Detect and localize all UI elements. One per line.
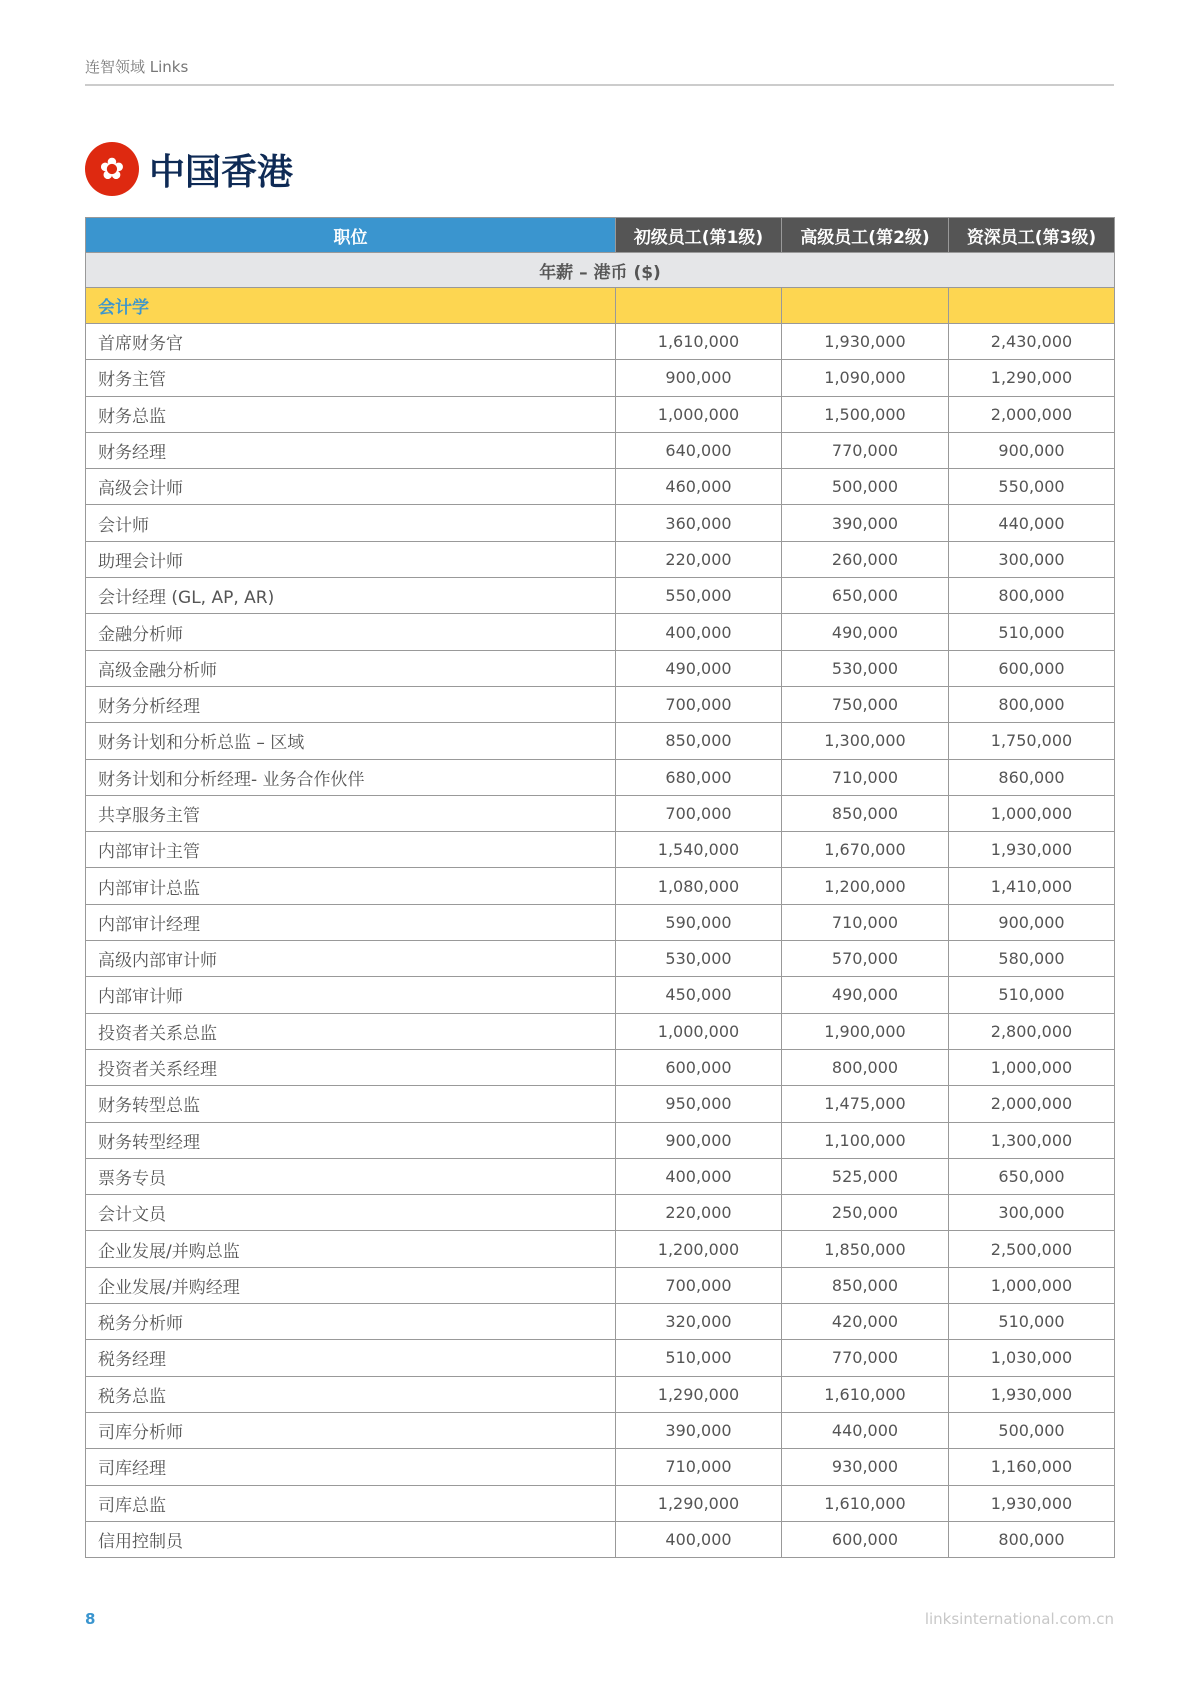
salary-level-3: 1,930,000 <box>949 1485 1115 1521</box>
salary-level-2: 1,610,000 <box>782 1376 949 1412</box>
salary-level-2: 850,000 <box>782 1267 949 1303</box>
salary-level-2: 440,000 <box>782 1412 949 1448</box>
salary-level-1: 590,000 <box>616 904 782 940</box>
table-row <box>86 541 1115 577</box>
salary-level-3: 550,000 <box>949 469 1115 505</box>
salary-level-1: 850,000 <box>616 723 782 759</box>
salary-level-1: 700,000 <box>616 795 782 831</box>
salary-level-1: 950,000 <box>616 1086 782 1122</box>
salary-level-1: 510,000 <box>616 1340 782 1376</box>
salary-level-3: 800,000 <box>949 578 1115 614</box>
position-name: 司库分析师 <box>86 1412 616 1448</box>
position-name: 会计经理 (GL, AP, AR) <box>86 578 616 614</box>
position-name: 税务经理 <box>86 1340 616 1376</box>
salary-level-2: 1,900,000 <box>782 1013 949 1049</box>
table-row <box>86 650 1115 686</box>
salary-level-2: 420,000 <box>782 1304 949 1340</box>
salary-level-1: 1,290,000 <box>616 1485 782 1521</box>
salary-level-3: 300,000 <box>949 1195 1115 1231</box>
salary-level-2: 600,000 <box>782 1521 949 1557</box>
section-title <box>85 142 293 196</box>
salary-level-3: 1,300,000 <box>949 1122 1115 1158</box>
salary-level-1: 400,000 <box>616 1521 782 1557</box>
position-name: 财务计划和分析经理- 业务合作伙伴 <box>86 759 616 795</box>
page-title: 中国香港 <box>149 151 294 193</box>
table-row <box>86 977 1115 1013</box>
salary-level-2: 570,000 <box>782 941 949 977</box>
salary-unit-subheader: 年薪 – 港币 ($) <box>86 253 1115 288</box>
salary-level-2: 1,500,000 <box>782 396 949 432</box>
position-name: 财务分析经理 <box>86 686 616 722</box>
salary-level-1: 680,000 <box>616 759 782 795</box>
position-name: 高级金融分析师 <box>86 650 616 686</box>
salary-level-1: 710,000 <box>616 1449 782 1485</box>
position-name: 会计师 <box>86 505 616 541</box>
running-header: 连智领域 Links <box>85 58 189 76</box>
table-row <box>86 396 1115 432</box>
position-name: 司库总监 <box>86 1485 616 1521</box>
table-row <box>86 1304 1115 1340</box>
column-header-level-1: 初级员工(第1级) <box>616 218 782 253</box>
table-row <box>86 1086 1115 1122</box>
salary-level-1: 640,000 <box>616 432 782 468</box>
salary-level-3: 2,430,000 <box>949 324 1115 360</box>
salary-level-1: 600,000 <box>616 1049 782 1085</box>
salary-level-3: 510,000 <box>949 977 1115 1013</box>
salary-level-3: 900,000 <box>949 904 1115 940</box>
salary-level-1: 1,000,000 <box>616 396 782 432</box>
category-cell <box>782 288 949 324</box>
position-name: 高级会计师 <box>86 469 616 505</box>
salary-level-2: 650,000 <box>782 578 949 614</box>
salary-level-1: 700,000 <box>616 686 782 722</box>
table-row <box>86 469 1115 505</box>
salary-level-1: 360,000 <box>616 505 782 541</box>
table-row <box>86 578 1115 614</box>
salary-level-3: 510,000 <box>949 1304 1115 1340</box>
header-divider <box>85 84 1114 86</box>
salary-level-3: 1,030,000 <box>949 1340 1115 1376</box>
salary-level-1: 320,000 <box>616 1304 782 1340</box>
position-name: 财务转型总监 <box>86 1086 616 1122</box>
position-name: 司库经理 <box>86 1449 616 1485</box>
table-row <box>86 904 1115 940</box>
salary-level-2: 490,000 <box>782 977 949 1013</box>
table-row <box>86 1122 1115 1158</box>
salary-level-2: 800,000 <box>782 1049 949 1085</box>
category-cell <box>949 288 1115 324</box>
salary-level-2: 710,000 <box>782 904 949 940</box>
salary-level-2: 530,000 <box>782 650 949 686</box>
salary-level-3: 1,290,000 <box>949 360 1115 396</box>
salary-level-2: 850,000 <box>782 795 949 831</box>
salary-level-3: 510,000 <box>949 614 1115 650</box>
salary-level-2: 500,000 <box>782 469 949 505</box>
position-name: 内部审计主管 <box>86 832 616 868</box>
salary-level-3: 800,000 <box>949 1521 1115 1557</box>
hong-kong-flag-icon: ✿ <box>85 142 139 196</box>
salary-level-1: 550,000 <box>616 578 782 614</box>
position-name: 投资者关系经理 <box>86 1049 616 1085</box>
table-row <box>86 1013 1115 1049</box>
column-header-position: 职位 <box>86 218 616 253</box>
table-row <box>86 795 1115 831</box>
salary-level-2: 390,000 <box>782 505 949 541</box>
column-header-level-3: 资深员工(第3级) <box>949 218 1115 253</box>
salary-level-1: 400,000 <box>616 1158 782 1194</box>
salary-level-2: 710,000 <box>782 759 949 795</box>
salary-level-1: 220,000 <box>616 1195 782 1231</box>
salary-level-1: 1,080,000 <box>616 868 782 904</box>
salary-level-2: 1,850,000 <box>782 1231 949 1267</box>
salary-level-2: 250,000 <box>782 1195 949 1231</box>
salary-level-3: 1,000,000 <box>949 795 1115 831</box>
table-row <box>86 1340 1115 1376</box>
salary-table <box>85 217 1115 1558</box>
salary-level-3: 1,930,000 <box>949 1376 1115 1412</box>
salary-level-2: 770,000 <box>782 432 949 468</box>
salary-level-1: 1,290,000 <box>616 1376 782 1412</box>
salary-level-3: 300,000 <box>949 541 1115 577</box>
salary-level-2: 1,670,000 <box>782 832 949 868</box>
position-name: 税务分析师 <box>86 1304 616 1340</box>
position-name: 财务总监 <box>86 396 616 432</box>
position-name: 财务计划和分析总监 – 区域 <box>86 723 616 759</box>
position-name: 财务经理 <box>86 432 616 468</box>
salary-level-3: 650,000 <box>949 1158 1115 1194</box>
salary-level-2: 260,000 <box>782 541 949 577</box>
salary-level-1: 450,000 <box>616 977 782 1013</box>
page-number: 8 <box>85 1610 96 1628</box>
position-name: 税务总监 <box>86 1376 616 1412</box>
salary-level-3: 1,930,000 <box>949 832 1115 868</box>
salary-level-2: 1,930,000 <box>782 324 949 360</box>
table-row <box>86 1195 1115 1231</box>
footer-url: linksinternational.com.cn <box>924 1610 1114 1628</box>
salary-level-3: 2,800,000 <box>949 1013 1115 1049</box>
salary-level-2: 1,300,000 <box>782 723 949 759</box>
position-name: 金融分析师 <box>86 614 616 650</box>
table-row <box>86 1485 1115 1521</box>
salary-level-1: 490,000 <box>616 650 782 686</box>
salary-level-1: 900,000 <box>616 360 782 396</box>
salary-level-3: 1,000,000 <box>949 1267 1115 1303</box>
position-name: 企业发展/并购总监 <box>86 1231 616 1267</box>
position-name: 首席财务官 <box>86 324 616 360</box>
salary-level-3: 1,000,000 <box>949 1049 1115 1085</box>
salary-level-1: 900,000 <box>616 1122 782 1158</box>
salary-level-3: 580,000 <box>949 941 1115 977</box>
table-row <box>86 1231 1115 1267</box>
table-row <box>86 505 1115 541</box>
table-row <box>86 759 1115 795</box>
table-row <box>86 868 1115 904</box>
salary-level-1: 1,200,000 <box>616 1231 782 1267</box>
table-row <box>86 432 1115 468</box>
table-row <box>86 832 1115 868</box>
salary-level-1: 400,000 <box>616 614 782 650</box>
table-row <box>86 686 1115 722</box>
salary-level-2: 525,000 <box>782 1158 949 1194</box>
salary-level-1: 1,540,000 <box>616 832 782 868</box>
position-name: 会计文员 <box>86 1195 616 1231</box>
salary-level-3: 1,160,000 <box>949 1449 1115 1485</box>
salary-level-3: 2,500,000 <box>949 1231 1115 1267</box>
salary-level-2: 1,610,000 <box>782 1485 949 1521</box>
position-name: 内部审计经理 <box>86 904 616 940</box>
salary-level-2: 490,000 <box>782 614 949 650</box>
position-name: 内部审计师 <box>86 977 616 1013</box>
position-name: 信用控制员 <box>86 1521 616 1557</box>
table-row <box>86 324 1115 360</box>
table-row <box>86 360 1115 396</box>
salary-level-3: 900,000 <box>949 432 1115 468</box>
salary-level-3: 500,000 <box>949 1412 1115 1448</box>
table-row <box>86 1376 1115 1412</box>
position-name: 共享服务主管 <box>86 795 616 831</box>
position-name: 内部审计总监 <box>86 868 616 904</box>
salary-level-1: 460,000 <box>616 469 782 505</box>
salary-level-3: 2,000,000 <box>949 396 1115 432</box>
salary-level-1: 700,000 <box>616 1267 782 1303</box>
table-row <box>86 1412 1115 1448</box>
salary-level-1: 390,000 <box>616 1412 782 1448</box>
salary-level-2: 770,000 <box>782 1340 949 1376</box>
salary-level-2: 1,200,000 <box>782 868 949 904</box>
salary-level-1: 1,610,000 <box>616 324 782 360</box>
table-row <box>86 614 1115 650</box>
salary-level-3: 600,000 <box>949 650 1115 686</box>
position-name: 票务专员 <box>86 1158 616 1194</box>
table-row <box>86 1267 1115 1303</box>
position-name: 投资者关系总监 <box>86 1013 616 1049</box>
column-header-level-2: 高级员工(第2级) <box>782 218 949 253</box>
table-row <box>86 941 1115 977</box>
salary-level-2: 930,000 <box>782 1449 949 1485</box>
table-row <box>86 1158 1115 1194</box>
table-row <box>86 723 1115 759</box>
position-name: 财务主管 <box>86 360 616 396</box>
salary-level-2: 750,000 <box>782 686 949 722</box>
salary-level-3: 800,000 <box>949 686 1115 722</box>
salary-level-3: 1,410,000 <box>949 868 1115 904</box>
salary-level-2: 1,475,000 <box>782 1086 949 1122</box>
table-row <box>86 1449 1115 1485</box>
position-name: 高级内部审计师 <box>86 941 616 977</box>
table-row <box>86 1049 1115 1085</box>
salary-level-1: 220,000 <box>616 541 782 577</box>
salary-level-2: 1,100,000 <box>782 1122 949 1158</box>
salary-level-1: 1,000,000 <box>616 1013 782 1049</box>
salary-level-1: 530,000 <box>616 941 782 977</box>
position-name: 企业发展/并购经理 <box>86 1267 616 1303</box>
table-row <box>86 1521 1115 1557</box>
category-cell <box>616 288 782 324</box>
salary-level-2: 1,090,000 <box>782 360 949 396</box>
salary-level-3: 860,000 <box>949 759 1115 795</box>
category-label: 会计学 <box>86 288 616 324</box>
salary-level-3: 2,000,000 <box>949 1086 1115 1122</box>
salary-level-3: 440,000 <box>949 505 1115 541</box>
salary-level-3: 1,750,000 <box>949 723 1115 759</box>
position-name: 财务转型经理 <box>86 1122 616 1158</box>
position-name: 助理会计师 <box>86 541 616 577</box>
